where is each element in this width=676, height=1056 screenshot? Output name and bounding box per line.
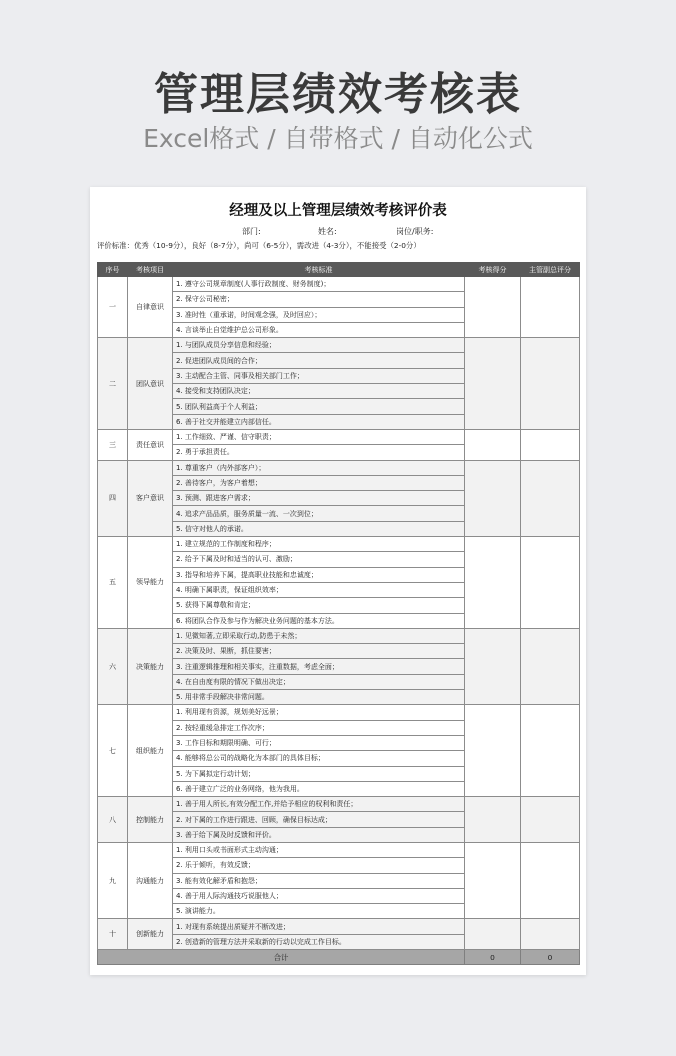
- criteria-cell[interactable]: 1. 遵守公司规章制度(人事行政制度、财务制度)；: [173, 277, 465, 292]
- criteria-cell[interactable]: 2. 保守公司秘密；: [173, 292, 465, 307]
- score-cell[interactable]: [465, 797, 521, 843]
- seq-cell[interactable]: 九: [98, 842, 128, 918]
- vp-score-cell[interactable]: [521, 628, 580, 704]
- table-row: [98, 919, 580, 934]
- score-cell[interactable]: [465, 919, 521, 950]
- criteria-cell[interactable]: 3. 预测、跟进客户需求；: [173, 491, 465, 506]
- criteria-cell[interactable]: 3. 能有效化解矛盾和抱怨；: [173, 873, 465, 888]
- criteria-cell[interactable]: 6. 善于社交并能建立内部信任。: [173, 414, 465, 429]
- category-cell[interactable]: 创新能力: [128, 919, 173, 950]
- vp-score-cell[interactable]: [521, 537, 580, 629]
- criteria-cell[interactable]: 4. 明确下属职责，保证组织效率；: [173, 582, 465, 597]
- criteria-cell[interactable]: 3. 善于给下属及时反馈和评价。: [173, 827, 465, 842]
- criteria-cell[interactable]: 5. 获得下属尊敬和肯定；: [173, 598, 465, 613]
- score-cell[interactable]: [465, 429, 521, 460]
- criteria-cell[interactable]: 3. 主动配合主管、同事及相关部门工作；: [173, 368, 465, 383]
- seq-cell[interactable]: 一: [98, 277, 128, 338]
- vp-score-cell[interactable]: [521, 460, 580, 536]
- criteria-cell[interactable]: 2. 决策及时、果断，抓住要害；: [173, 644, 465, 659]
- score-cell[interactable]: [465, 460, 521, 536]
- vp-score-cell[interactable]: [521, 919, 580, 950]
- table-row: [98, 338, 580, 353]
- criteria-cell[interactable]: 2. 给予下属及时和适当的认可、激励；: [173, 552, 465, 567]
- criteria-cell[interactable]: 2. 善待客户，为客户着想；: [173, 475, 465, 490]
- criteria-cell[interactable]: 2. 乐于倾听，有效反馈；: [173, 858, 465, 873]
- criteria-cell[interactable]: 5. 用非常手段解决非常问题。: [173, 690, 465, 705]
- criteria-cell[interactable]: 1. 善于用人所长,有效分配工作,并给予相应的权利和责任；: [173, 797, 465, 812]
- post-label: 岗位/职务:: [396, 227, 434, 236]
- criteria-cell[interactable]: 4. 善于用人际沟通技巧说服他人；: [173, 888, 465, 903]
- criteria-cell[interactable]: 2. 对下属的工作进行跟进、回顾，确保目标达成；: [173, 812, 465, 827]
- criteria-cell[interactable]: 1. 对现有系统提出质疑并不断改进；: [173, 919, 465, 934]
- total-vp-score[interactable]: 0: [521, 950, 580, 965]
- criteria-cell[interactable]: 5. 演讲能力。: [173, 904, 465, 919]
- score-cell[interactable]: [465, 537, 521, 629]
- category-cell[interactable]: 决策能力: [128, 628, 173, 704]
- meta-row: [90, 222, 586, 239]
- criteria-cell[interactable]: 5. 信守对他人的承诺。: [173, 521, 465, 536]
- seq-cell[interactable]: 五: [98, 537, 128, 629]
- seq-cell[interactable]: 三: [98, 429, 128, 460]
- seq-cell[interactable]: 七: [98, 705, 128, 797]
- criteria-cell[interactable]: 3. 准时性（重承诺，时间观念强，及时回应）；: [173, 307, 465, 322]
- criteria-cell[interactable]: 1. 与团队成员分享信息和经验；: [173, 338, 465, 353]
- criteria-cell[interactable]: 2. 促进团队成员间的合作；: [173, 353, 465, 368]
- table-row: [98, 842, 580, 857]
- table-row: [98, 429, 580, 444]
- header-criteria: 考核标准: [173, 263, 465, 277]
- criteria-cell[interactable]: 4. 追求产品品质，服务质量一流、一次到位；: [173, 506, 465, 521]
- criteria-cell[interactable]: 2. 按轻重缓急排定工作次序；: [173, 720, 465, 735]
- table-row: [98, 797, 580, 812]
- criteria-cell[interactable]: 1. 见微知著,立即采取行动,防患于未然；: [173, 628, 465, 643]
- score-cell[interactable]: [465, 705, 521, 797]
- header-vp-score: 主管副总评分: [521, 263, 580, 277]
- criteria-cell[interactable]: 4. 接受和支持团队决定；: [173, 384, 465, 399]
- total-score[interactable]: 0: [465, 950, 521, 965]
- criteria-cell[interactable]: 1. 利用口头或书面形式主动沟通；: [173, 842, 465, 857]
- criteria-cell[interactable]: 2. 创造新的管理方法并采取新的行动以完成工作目标。: [173, 934, 465, 949]
- seq-cell[interactable]: 八: [98, 797, 128, 843]
- evaluation-table: [97, 262, 580, 965]
- score-cell[interactable]: [465, 277, 521, 338]
- header-seq: 序号: [98, 263, 128, 277]
- criteria-cell[interactable]: 6. 将团队合作及参与作为解决业务问题的基本方法。: [173, 613, 465, 628]
- criteria-cell[interactable]: 5. 为下属拟定行动计划；: [173, 766, 465, 781]
- seq-cell[interactable]: 四: [98, 460, 128, 536]
- dept-label: 部门:: [242, 227, 261, 236]
- table-row: [98, 277, 580, 292]
- header-score: 考核得分: [465, 263, 521, 277]
- vp-score-cell[interactable]: [521, 842, 580, 918]
- table-row: [98, 537, 580, 552]
- total-label[interactable]: 合计: [98, 950, 465, 965]
- criteria-cell[interactable]: 1. 建立规范的工作制度和程序；: [173, 537, 465, 552]
- header-category: 考核项目: [128, 263, 173, 277]
- table-header-row: [98, 263, 580, 277]
- hero-banner: [0, 0, 676, 186]
- category-cell[interactable]: 责任意识: [128, 429, 173, 460]
- seq-cell[interactable]: 二: [98, 338, 128, 430]
- hero-subtitle: Excel格式 / 自带格式 / 自动化公式: [143, 124, 533, 153]
- hero-title: 管理层绩效考核表: [154, 69, 522, 120]
- criteria-cell[interactable]: 6. 善于建立广泛的业务网络，他为我用。: [173, 781, 465, 796]
- vp-score-cell[interactable]: [521, 797, 580, 843]
- criteria-cell[interactable]: 1. 利用现有资源，规划美好远景；: [173, 705, 465, 720]
- criteria-cell[interactable]: 3. 指导和培养下属，提高职业技能和忠诚度；: [173, 567, 465, 582]
- category-cell[interactable]: 组织能力: [128, 705, 173, 797]
- criteria-cell[interactable]: 3. 注重逻辑推理和相关事实，注重数据，考虑全面；: [173, 659, 465, 674]
- category-cell[interactable]: 沟通能力: [128, 842, 173, 918]
- criteria-cell[interactable]: 4. 言谈举止自觉维护总公司形象。: [173, 322, 465, 337]
- table-row: [98, 705, 580, 720]
- category-cell[interactable]: 客户意识: [128, 460, 173, 536]
- total-row: [98, 950, 580, 965]
- vp-score-cell[interactable]: [521, 705, 580, 797]
- score-cell[interactable]: [465, 842, 521, 918]
- vp-score-cell[interactable]: [521, 338, 580, 430]
- criteria-cell[interactable]: 1. 尊重客户（内外部客户）；: [173, 460, 465, 475]
- criteria-cell[interactable]: 4. 能够将总公司的战略化为本部门的具体目标；: [173, 751, 465, 766]
- category-cell[interactable]: 团队意识: [128, 338, 173, 430]
- vp-score-cell[interactable]: [521, 277, 580, 338]
- name-label: 姓名:: [318, 227, 337, 236]
- sheet-title: 经理及以上管理层绩效考核评价表: [229, 203, 447, 219]
- table-row: [98, 460, 580, 475]
- criteria-cell[interactable]: 1. 工作细致、严谨、信守职责；: [173, 429, 465, 444]
- criteria-cell[interactable]: 3. 工作目标和期限明确、可行；: [173, 735, 465, 750]
- score-cell[interactable]: [465, 628, 521, 704]
- criteria-cell[interactable]: 5. 团队利益高于个人利益；: [173, 399, 465, 414]
- vp-score-cell[interactable]: [521, 429, 580, 460]
- spreadsheet-preview: [90, 187, 586, 975]
- category-cell[interactable]: 领导能力: [128, 537, 173, 629]
- category-cell[interactable]: 控制能力: [128, 797, 173, 843]
- category-cell[interactable]: 自律意识: [128, 277, 173, 338]
- criteria-cell[interactable]: 4. 在自由度有限的情况下做出决定；: [173, 674, 465, 689]
- score-cell[interactable]: [465, 338, 521, 430]
- seq-cell[interactable]: 十: [98, 919, 128, 950]
- table-row: [98, 628, 580, 643]
- criteria-cell[interactable]: 2. 勇于承担责任。: [173, 445, 465, 460]
- seq-cell[interactable]: 六: [98, 628, 128, 704]
- criteria-line: 评价标准：优秀（10-9分），良好（8-7分），尚可（6-5分），需改进（4-3分），不能接受（2-0分）: [97, 241, 421, 250]
